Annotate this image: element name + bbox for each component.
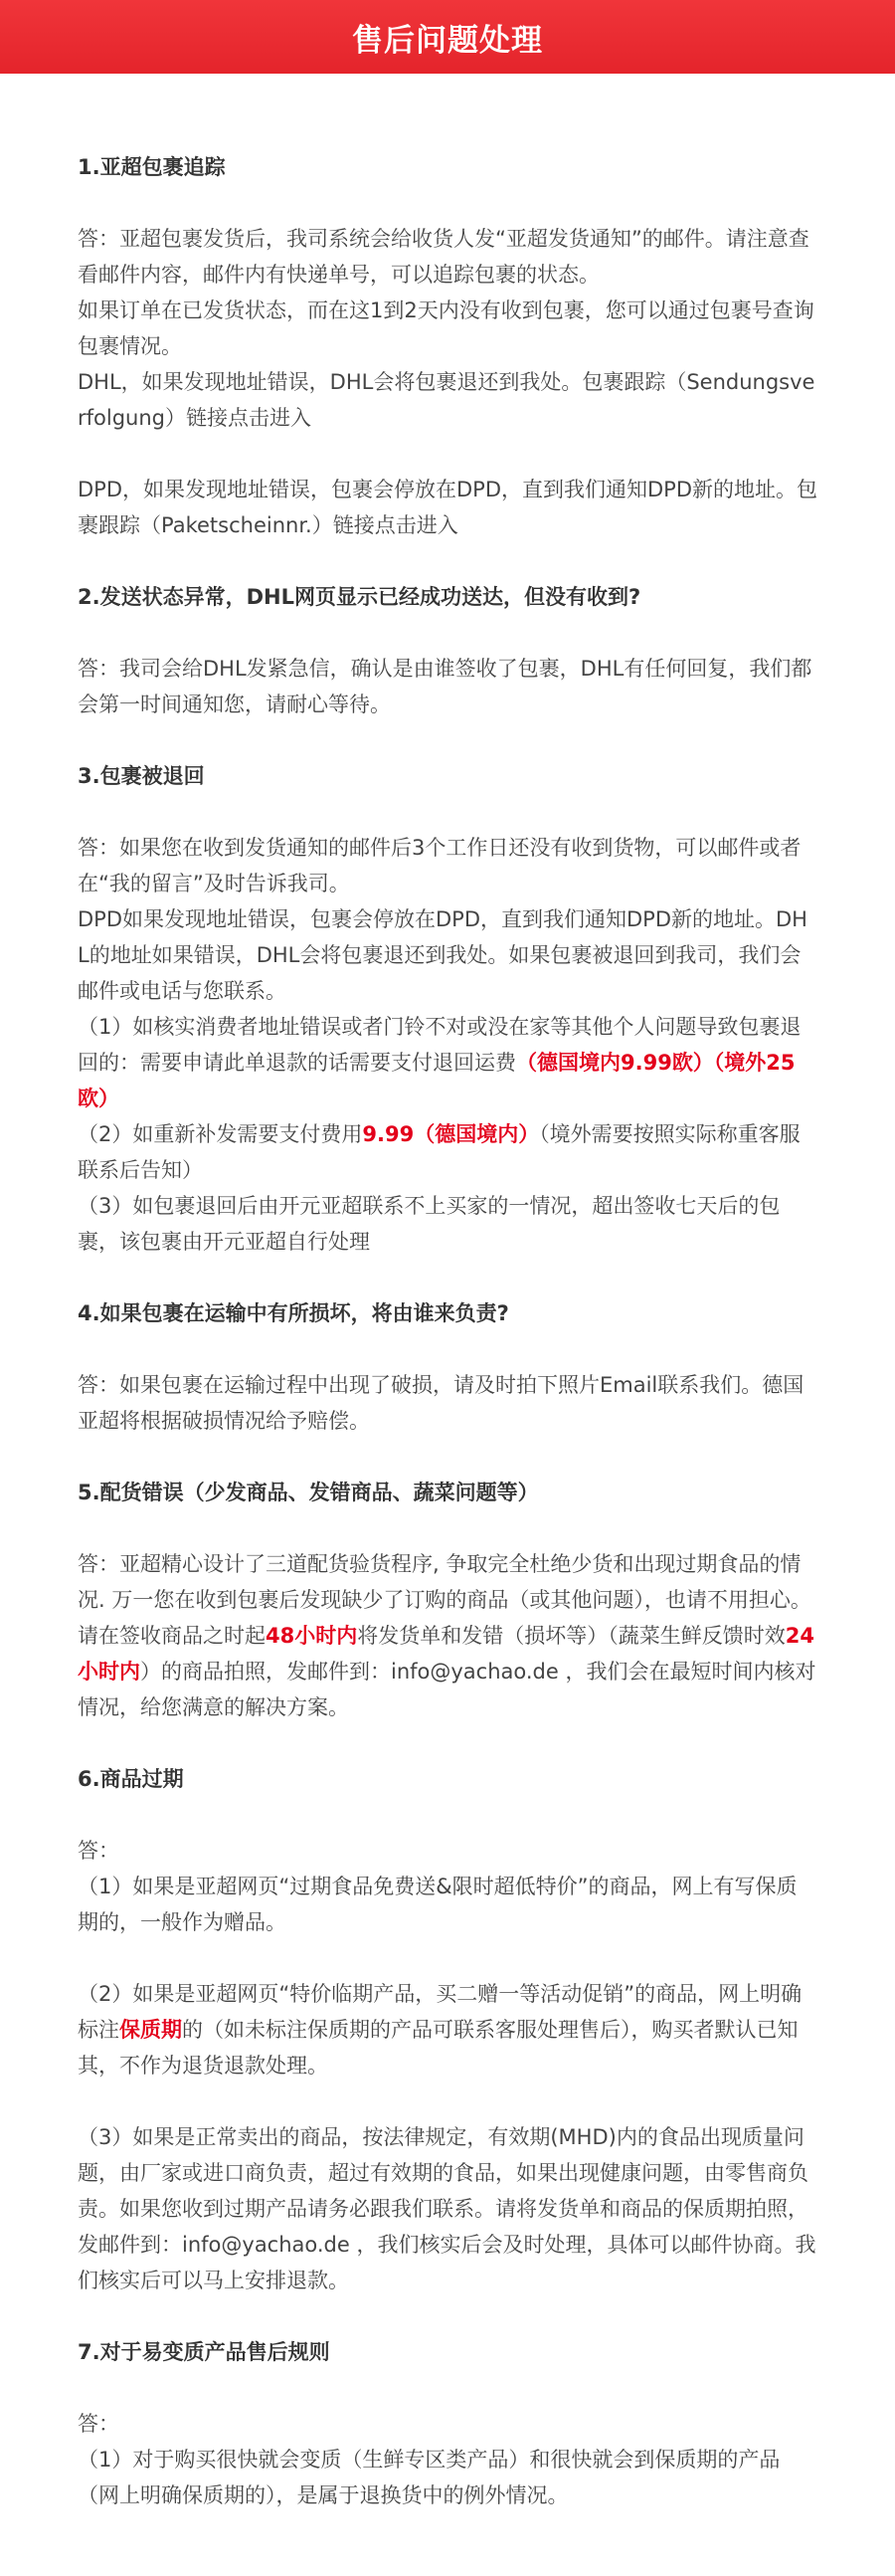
- faq-section-6: [78, 1761, 817, 2334]
- section-title: 1.亚超包裹追踪: [78, 155, 226, 179]
- answer-paragraph: 答：亚超包裹发货后，我司系统会给收货人发“亚超发货通知”的邮件。请注意查看邮件内容，邮件内有快递单号，可以追踪包裹的状态。: [78, 227, 809, 287]
- page-header: [0, 0, 895, 74]
- faq-section-4: [78, 1295, 817, 1475]
- answer-paragraph: DPD如果发现地址错误，包裹会停放在DPD，直到我们通知DPD新的地址。DHL的地址如果错误，DHL会将包裹退还到我处。如果包裹被退回到我司，我们会邮件或电话与您联系。: [78, 907, 807, 1003]
- answer-text: 请在签收商品之时起: [78, 1624, 266, 1648]
- answer-paragraph: 答：亚超精心设计了三道配货验货程序, 争取完全杜绝少货和出现过期食品的情况. 万一您在收到包裹后发现缺少了订购的商品（或其他问题），也请不用担心。: [78, 1552, 811, 1612]
- highlight-text: 48小时内: [266, 1624, 358, 1648]
- answer-text: （2）如重新补发需要支付费用: [78, 1122, 363, 1146]
- section-title: 4.如果包裹在运输中有所损坏，将由谁来负责?: [78, 1301, 509, 1325]
- answer-paragraph: [78, 1116, 817, 1188]
- answer-paragraph: 答：我司会给DHL发紧急信，确认是由谁签收了包裹，DHL有任何回复，我们都会第一时间通知您，请耐心等待。: [78, 657, 812, 716]
- section-title: 3.包裹被退回: [78, 764, 205, 788]
- dpd-tracking-paragraph: DPD，如果发现地址错误，包裹会停放在DPD，直到我们通知DPD新的地址。包裹跟踪（Paketscheinnr.）链接点击进入: [78, 478, 818, 537]
- faq-section-3: [78, 758, 817, 1295]
- dhl-tracking-paragraph: DHL，如果发现地址错误，DHL会将包裹退还到我处。包裹跟踪（Sendungsverfolgung）链接点击进入: [78, 370, 815, 430]
- highlight-text: 保质期: [119, 2018, 182, 2042]
- page-title: 售后问题处理: [352, 22, 543, 59]
- answer-text: （2）如果是亚超网页“特价临期产品，买二赠一等活动促销”的商品，网上明确标注: [78, 1982, 803, 2042]
- faq-section-1: [78, 149, 817, 579]
- faq-section-5: [78, 1475, 817, 1761]
- section-title: 7.对于易变质产品售后规则: [78, 2340, 330, 2364]
- faq-section-7: [78, 2334, 817, 2513]
- answer-label: 答：: [78, 2412, 119, 2436]
- answer-paragraph: 答：如果包裹在运输过程中出现了破损，请及时拍下照片Email联系我们。德国亚超将根据破损情况给予赔偿。: [78, 1373, 805, 1433]
- highlight-text: （德国境内9.99欧）（境外25欧）: [78, 1051, 796, 1110]
- answer-paragraph: （1）如果是亚超网页“过期食品免费送&限时超低特价”的商品，网上有写保质期的，一般作为赠品。: [78, 1875, 798, 1934]
- faq-content: [0, 74, 895, 2553]
- answer-paragraph: 如果订单在已发货状态，而在这1到2天内没有收到包裹，您可以通过包裹号查询包裹情况。: [78, 298, 814, 358]
- answer-paragraph: （1）对于购买很快就会变质（生鲜专区类产品）和很快就会到保质期的产品（网上明确保质期的），是属于退换货中的例外情况。: [78, 2448, 781, 2507]
- answer-paragraph: （3）如果是正常卖出的商品，按法律规定，有效期(MHD)内的食品出现质量问题，由厂家或进口商负责，超过有效期的食品，如果出现健康问题，由零售商负责。如果您收到过期产品请务必跟我们联系。请将发货单和商品的保质期拍照，发邮件到：info@yachao.de ，我们核实后会及时处理，具体可以邮件协商。我们核实后可以马上安排退款。: [78, 2125, 816, 2292]
- answer-paragraph: [78, 1976, 817, 2083]
- highlight-text: 24小时内: [78, 1624, 814, 1684]
- answer-text: 将发货单和发错（损坏等）（蔬菜生鲜反馈时效: [357, 1624, 786, 1648]
- section-title: 5.配货错误（少发商品、发错商品、蔬菜问题等）: [78, 1481, 539, 1504]
- answer-label: 答：: [78, 1839, 119, 1863]
- answer-text: （1）如核实消费者地址错误或者门铃不对或没在家等其他个人问题导致包裹退回的：需要申请此单退款的话需要支付退回运费: [78, 1015, 802, 1075]
- highlight-text: 9.99（德国境内）: [362, 1122, 540, 1146]
- answer-text: （境外需要按照实际称重客服联系后告知）: [78, 1122, 801, 1182]
- answer-text: ）的商品拍照，发邮件到：info@yachao.de ，我们会在最短时间内核对情况，给您满意的解决方案。: [78, 1660, 816, 1719]
- faq-section-2: [78, 579, 817, 758]
- answer-paragraph: [78, 1009, 817, 1116]
- section-title: 6.商品过期: [78, 1767, 184, 1791]
- answer-paragraph: （3）如包裹退回后由开元亚超联系不上买家的一情况，超出签收七天后的包裹，该包裹由开元亚超自行处理: [78, 1194, 781, 1254]
- answer-paragraph: [78, 1618, 817, 1725]
- answer-paragraph: 答：如果您在收到发货通知的邮件后3个工作日还没有收到货物，可以邮件或者在“我的留言”及时告诉我司。: [78, 836, 802, 895]
- answer-text: 的（如未标注保质期的产品可联系客服处理售后），购买者默认已知其，不作为退货退款处理。: [78, 2018, 799, 2078]
- section-title: 2.发送状态异常，DHL网页显示已经成功送达，但没有收到?: [78, 585, 641, 609]
